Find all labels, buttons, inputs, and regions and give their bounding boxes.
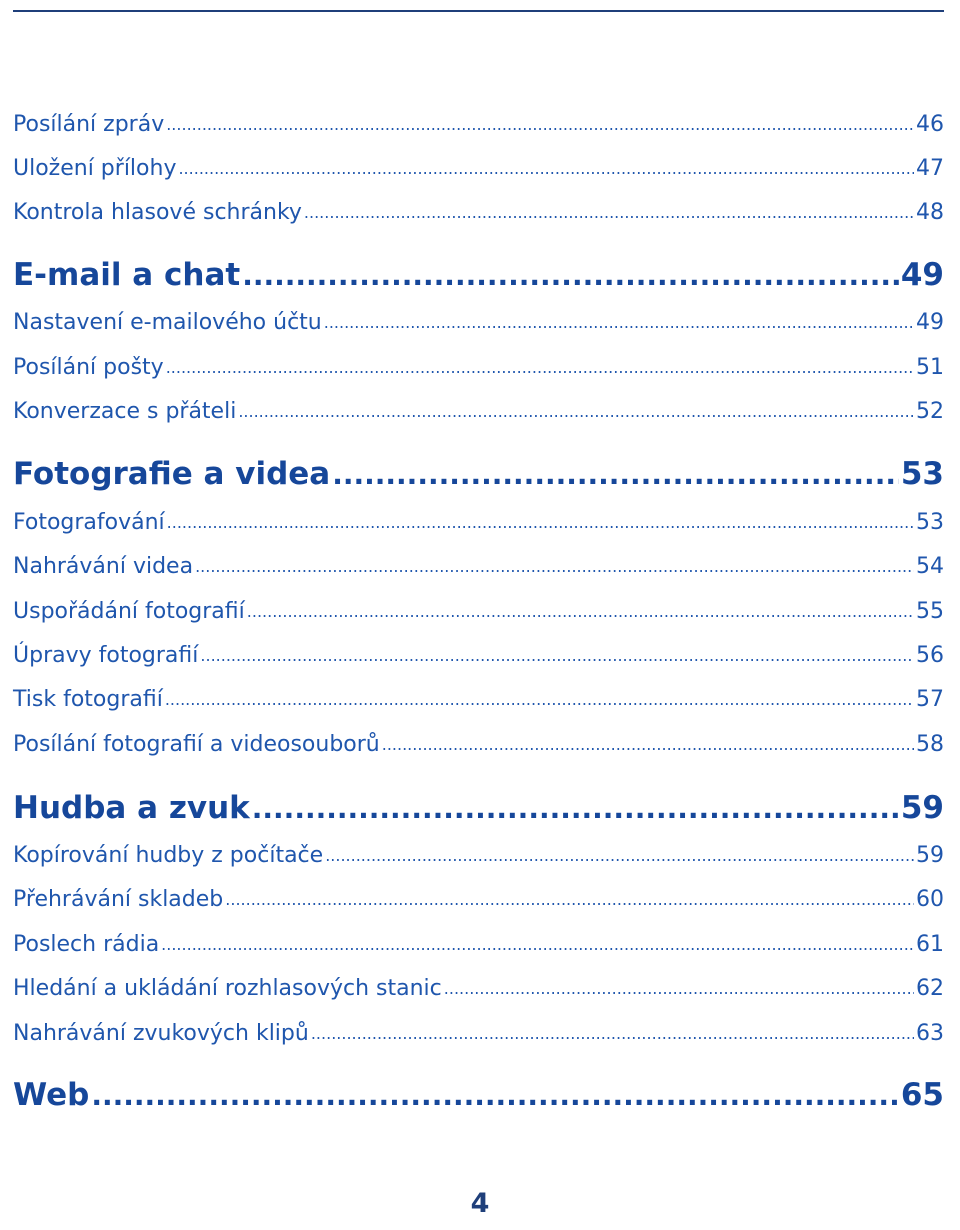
dot-leader xyxy=(225,890,914,909)
toc-entry-konverzace-s-prateli[interactable] xyxy=(13,399,944,424)
dot-leader xyxy=(247,602,914,621)
dot-leader xyxy=(238,402,914,421)
dot-leader xyxy=(200,646,914,665)
toc-entry-title: Fotografování xyxy=(13,510,165,535)
toc-entry-page: 49 xyxy=(916,310,944,335)
toc-entry-prehravani-skladeb[interactable] xyxy=(13,887,944,912)
toc-entry-title: Úpravy fotografií xyxy=(13,643,199,668)
toc-entry-page: 55 xyxy=(916,599,944,624)
dot-leader xyxy=(252,792,899,825)
toc-entry-title: Nahrávání zvukových klipů xyxy=(13,1021,309,1046)
toc-entry-hledani-a-ukladani-rozhlasovych-stanic[interactable] xyxy=(13,976,944,1001)
toc-entry-page: 54 xyxy=(916,554,944,579)
toc-section-hudba-a-zvuk[interactable] xyxy=(13,790,944,826)
toc-entry-title: Přehrávání skladeb xyxy=(13,887,224,912)
toc-entry-posilani-fotografii-a-videosouboru[interactable] xyxy=(13,732,944,757)
toc-entry-kontrola-hlasove-schranky[interactable] xyxy=(13,200,944,225)
toc-section-title: Hudba a zvuk xyxy=(13,790,250,826)
toc-entry-page: 47 xyxy=(916,156,944,181)
toc-section-page: 59 xyxy=(900,790,944,826)
toc-entry-usporadani-fotografii[interactable] xyxy=(13,599,944,624)
toc-entry-page: 46 xyxy=(916,112,944,137)
toc-entry-upravy-fotografii[interactable] xyxy=(13,643,944,668)
toc-entry-title: Hledání a ukládání rozhlasových stanic xyxy=(13,976,442,1001)
toc-entry-kopirovani-hudby-z-pocitace[interactable] xyxy=(13,843,944,868)
toc-entry-page: 59 xyxy=(916,843,944,868)
dot-leader xyxy=(311,1024,914,1043)
toc-entry-title: Posílání pošty xyxy=(13,355,164,380)
dot-leader xyxy=(382,735,914,754)
dot-leader xyxy=(165,690,914,709)
toc-entry-title: Uložení přílohy xyxy=(13,156,177,181)
toc-section-email-a-chat[interactable] xyxy=(13,257,944,293)
toc-entry-ulozeni-prilohy[interactable] xyxy=(13,156,944,181)
toc-entry-page: 63 xyxy=(916,1021,944,1046)
dot-leader xyxy=(166,358,914,377)
dot-leader xyxy=(195,557,914,576)
dot-leader xyxy=(304,203,914,222)
page-number: 4 xyxy=(470,1188,490,1219)
toc-entry-title: Kopírování hudby z počítače xyxy=(13,843,324,868)
toc-section-title: Fotografie a videa xyxy=(13,456,331,492)
toc-entry-page: 57 xyxy=(916,687,944,712)
top-rule xyxy=(13,10,944,12)
toc-entry-poslech-radia[interactable] xyxy=(13,932,944,957)
toc-entry-page: 51 xyxy=(916,355,944,380)
toc-entry-page: 56 xyxy=(916,643,944,668)
dot-leader xyxy=(167,513,914,532)
toc-entry-nastaveni-emailoveho-uctu[interactable] xyxy=(13,310,944,335)
toc-section-fotografie-a-videa[interactable] xyxy=(13,456,944,492)
dot-leader xyxy=(242,259,899,292)
toc-entry-posilani-zprav[interactable] xyxy=(13,112,944,137)
toc-entry-page: 52 xyxy=(916,399,944,424)
dot-leader xyxy=(444,979,914,998)
dot-leader xyxy=(166,115,914,134)
toc-entry-page: 62 xyxy=(916,976,944,1001)
toc-entry-title: Konverzace s přáteli xyxy=(13,399,237,424)
toc-entry-title: Nahrávání videa xyxy=(13,554,194,579)
toc-entry-title: Poslech rádia xyxy=(13,932,160,957)
dot-leader xyxy=(161,935,914,954)
toc-entry-page: 48 xyxy=(916,200,944,225)
toc-section-page: 65 xyxy=(900,1077,944,1113)
dot-leader xyxy=(325,846,914,865)
toc-entry-title: Nastavení e-mailového účtu xyxy=(13,310,322,335)
dot-leader xyxy=(178,159,914,178)
dot-leader xyxy=(324,313,914,332)
toc-entry-nahravani-zvukovych-klipu[interactable] xyxy=(13,1021,944,1046)
dot-leader xyxy=(332,458,899,491)
dot-leader xyxy=(91,1079,899,1112)
toc-section-page: 53 xyxy=(900,456,944,492)
toc-entry-title: Posílání zpráv xyxy=(13,112,165,137)
toc-section-web[interactable] xyxy=(13,1077,944,1113)
toc-entry-page: 60 xyxy=(916,887,944,912)
toc-entry-posilani-posty[interactable] xyxy=(13,355,944,380)
toc-section-page: 49 xyxy=(900,257,944,293)
toc-entry-fotografovani[interactable] xyxy=(13,510,944,535)
toc-entry-tisk-fotografii[interactable] xyxy=(13,687,944,712)
toc-entry-title: Tisk fotografií xyxy=(13,687,163,712)
toc-entry-page: 53 xyxy=(916,510,944,535)
toc-entry-title: Uspořádání fotografií xyxy=(13,599,245,624)
toc-entry-page: 61 xyxy=(916,932,944,957)
toc-section-title: Web xyxy=(13,1077,90,1113)
toc-entry-nahravani-videa[interactable] xyxy=(13,554,944,579)
toc-entry-title: Posílání fotografií a videosouborů xyxy=(13,732,380,757)
toc-section-title: E-mail a chat xyxy=(13,257,241,293)
toc-entry-page: 58 xyxy=(916,732,944,757)
toc-entry-title: Kontrola hlasové schránky xyxy=(13,200,302,225)
